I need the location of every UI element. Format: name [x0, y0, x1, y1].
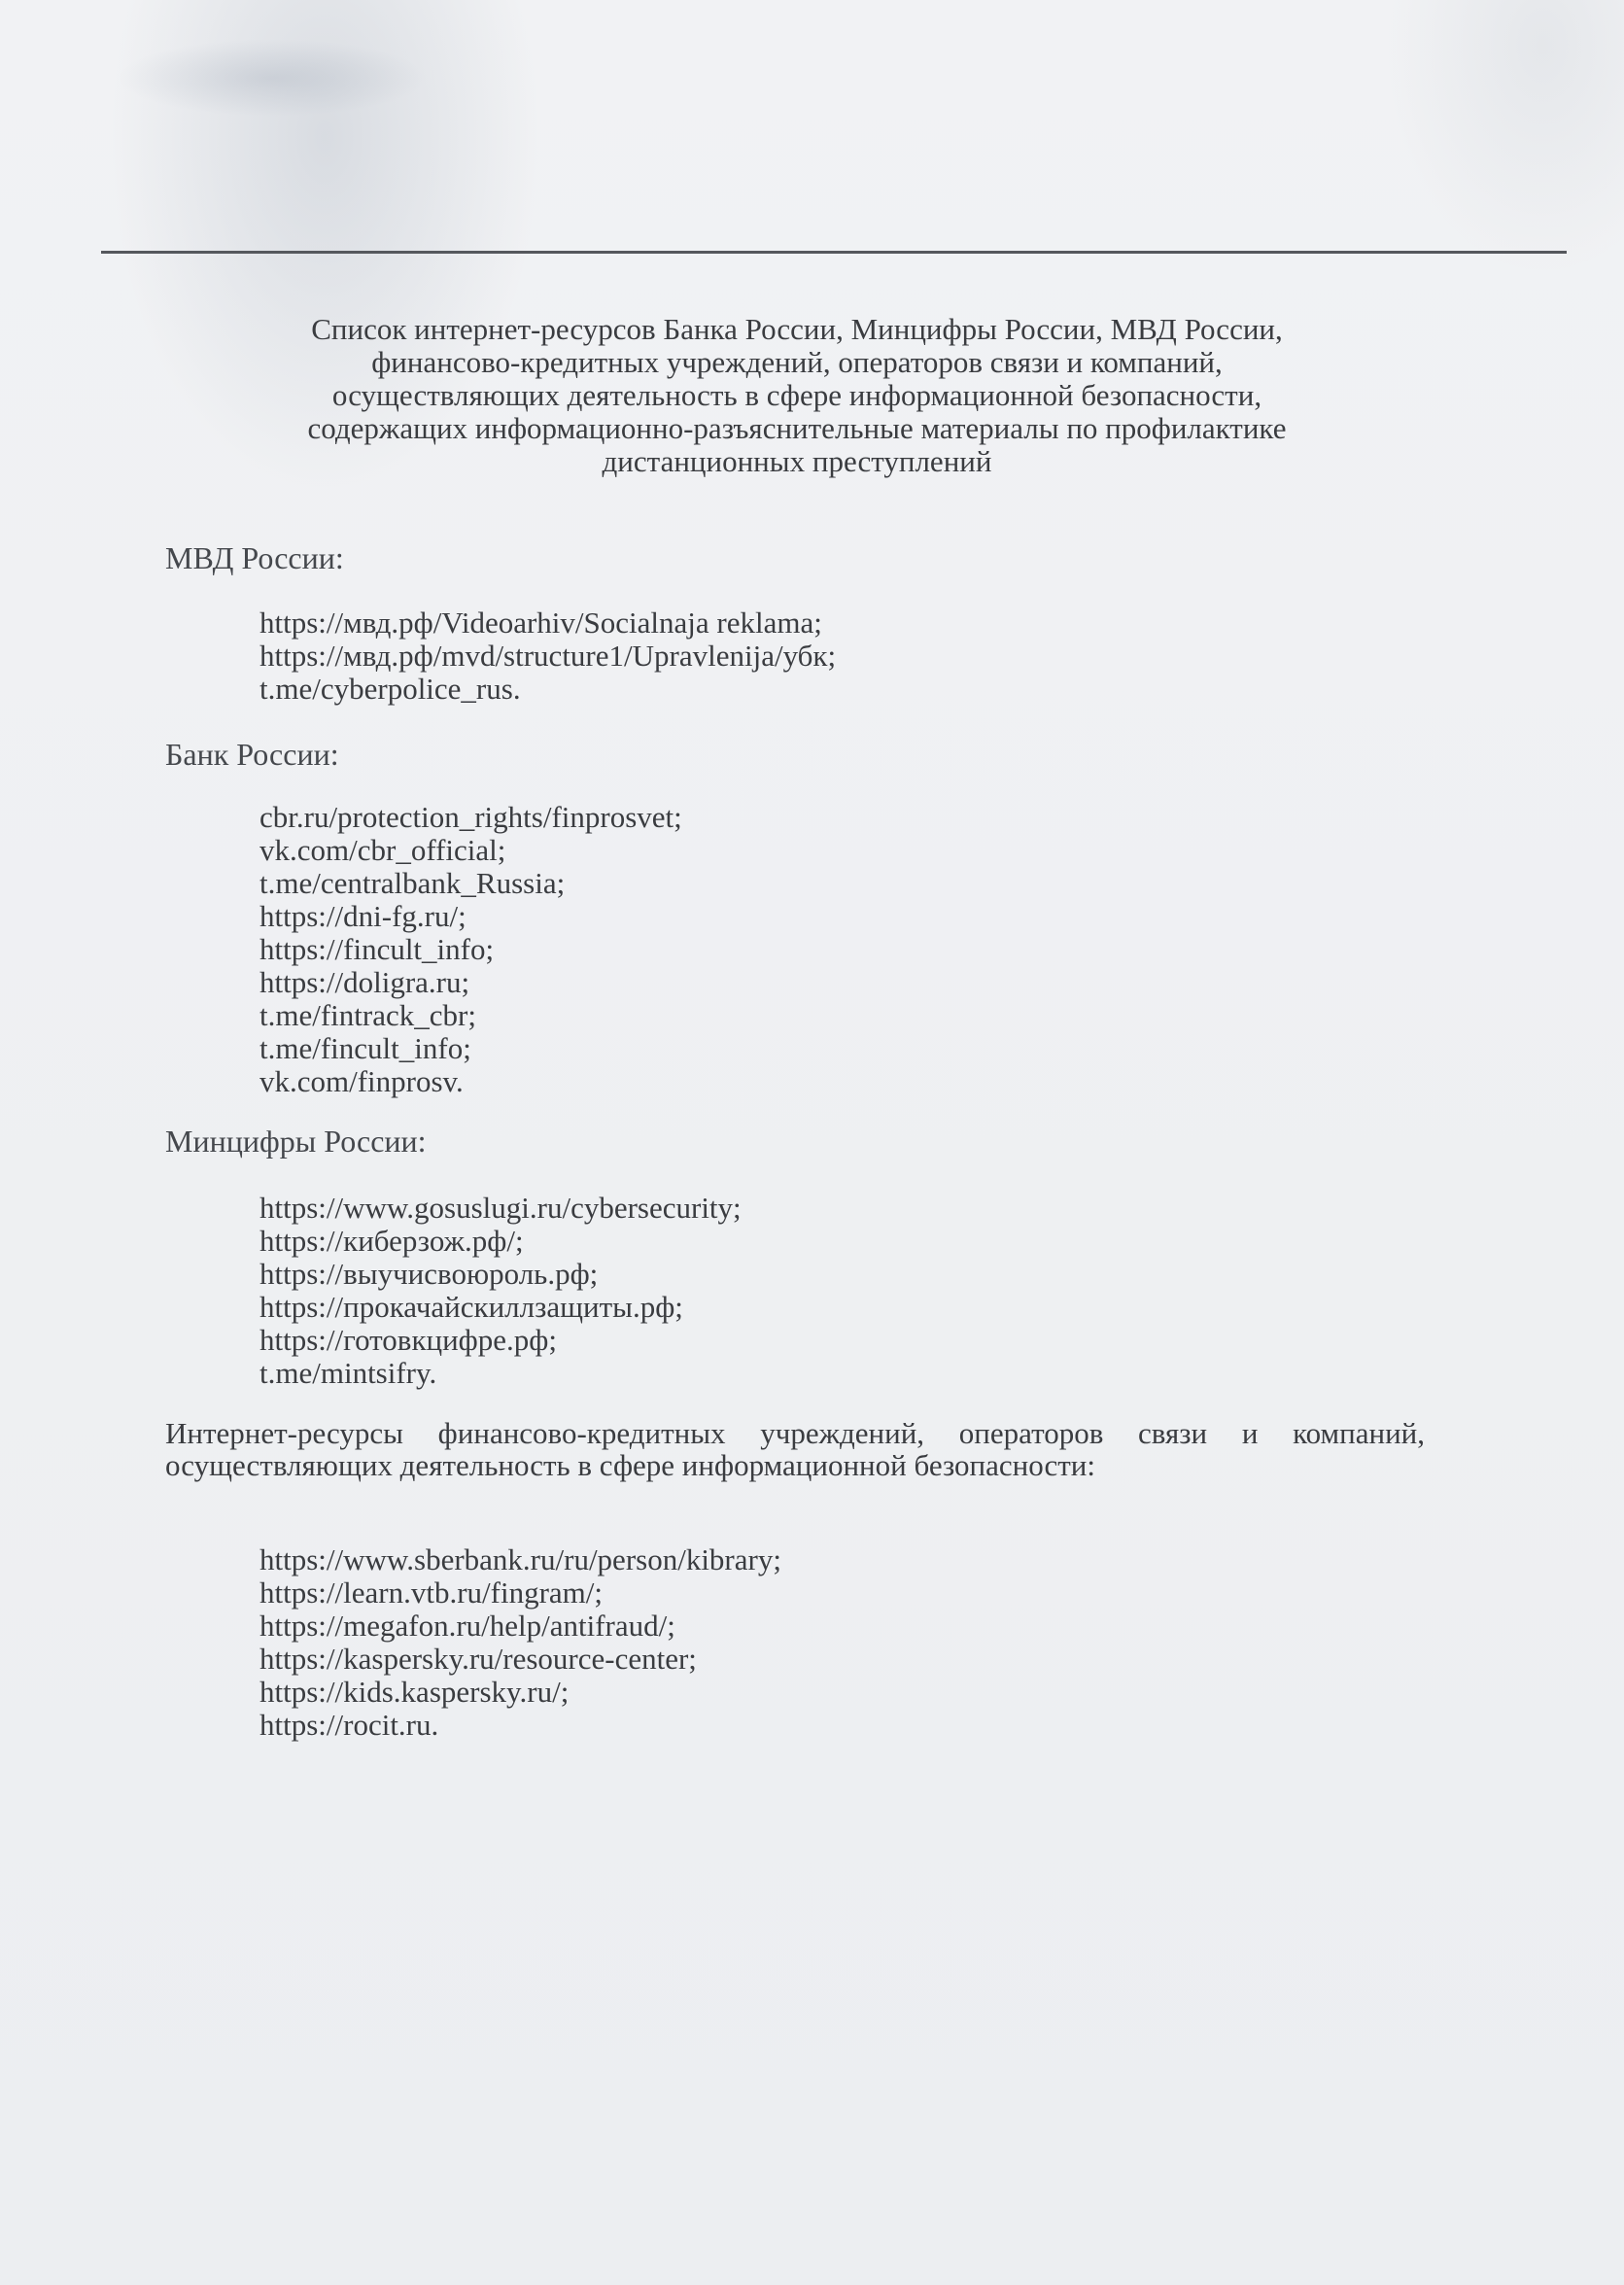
- heading-line: осуществляющих деятельность в сфере информационной безопасности,: [331, 378, 1262, 412]
- list-item: https://выучисвоюроль.рф;: [259, 1257, 599, 1291]
- heading-line: дистанционных преступлений: [602, 444, 992, 478]
- section-title-mvd: МВД России:: [165, 540, 344, 575]
- list-item: t.me/centralbank_Russia;: [259, 866, 566, 900]
- list-item: t.me/fintrack_cbr;: [259, 998, 476, 1032]
- link-list-mintsifry: [259, 1192, 742, 1390]
- document-heading: [155, 313, 1438, 478]
- link-list-mvd: [259, 606, 836, 706]
- header-rule: [101, 251, 1567, 254]
- link-list-cbr: [259, 801, 682, 1098]
- section-title-cbr: Банк России:: [165, 737, 339, 772]
- heading-line: содержащих информационно-разъяснительные материалы по профилактике: [307, 411, 1287, 445]
- list-item: https://learn.vtb.ru/fingram/;: [259, 1575, 603, 1610]
- list-item: https://киберзож.рф/;: [259, 1224, 524, 1258]
- heading-line: Список интернет-ресурсов Банка России, Минцифры России, МВД России,: [311, 312, 1283, 346]
- list-item: https://dni-fg.ru/;: [259, 899, 466, 933]
- heading-line: финансово-кредитных учреждений, операторов связи и компаний,: [371, 345, 1223, 379]
- list-item: vk.com/finprosv.: [259, 1064, 464, 1098]
- list-item: https://www.gosuslugi.ru/cybersecurity;: [259, 1191, 742, 1225]
- list-item: https://kids.kaspersky.ru/;: [259, 1675, 570, 1709]
- scan-smudge: [117, 39, 428, 117]
- list-item: https://прокачайскиллзащиты.рф;: [259, 1290, 683, 1324]
- section-title-mintsifry: Минцифры России:: [165, 1124, 427, 1159]
- list-item: cbr.ru/protection_rights/finprosvet;: [259, 800, 682, 834]
- list-item: https://kaspersky.ru/resource-center;: [259, 1642, 697, 1676]
- list-item: https://мвд.рф/Videoarhiv/Socialnaja reklama;: [259, 606, 822, 640]
- list-item: https://www.sberbank.ru/ru/person/kibrary;: [259, 1542, 781, 1576]
- list-item: vk.com/cbr_official;: [259, 833, 506, 867]
- list-item: https://fincult_info;: [259, 932, 495, 966]
- list-item: https://doligra.ru;: [259, 965, 470, 999]
- list-item: t.me/mintsifry.: [259, 1356, 437, 1390]
- list-item: https://rocit.ru.: [259, 1708, 439, 1742]
- list-item: t.me/cyberpolice_rus.: [259, 672, 521, 706]
- link-list-financial: [259, 1543, 781, 1742]
- list-item: https://готовкцифре.рф;: [259, 1323, 557, 1357]
- list-item: t.me/fincult_info;: [259, 1031, 471, 1065]
- section-title-financial: Интернет-ресурсы финансово-кредитных учреждений, операторов связи и компаний, осуществляющих деятельность в сфере информационной безопасности:: [165, 1416, 1425, 1482]
- list-item: https://megafon.ru/help/antifraud/;: [259, 1609, 675, 1643]
- list-item: https://мвд.рф/mvd/structure1/Upravlenija/убк;: [259, 639, 837, 673]
